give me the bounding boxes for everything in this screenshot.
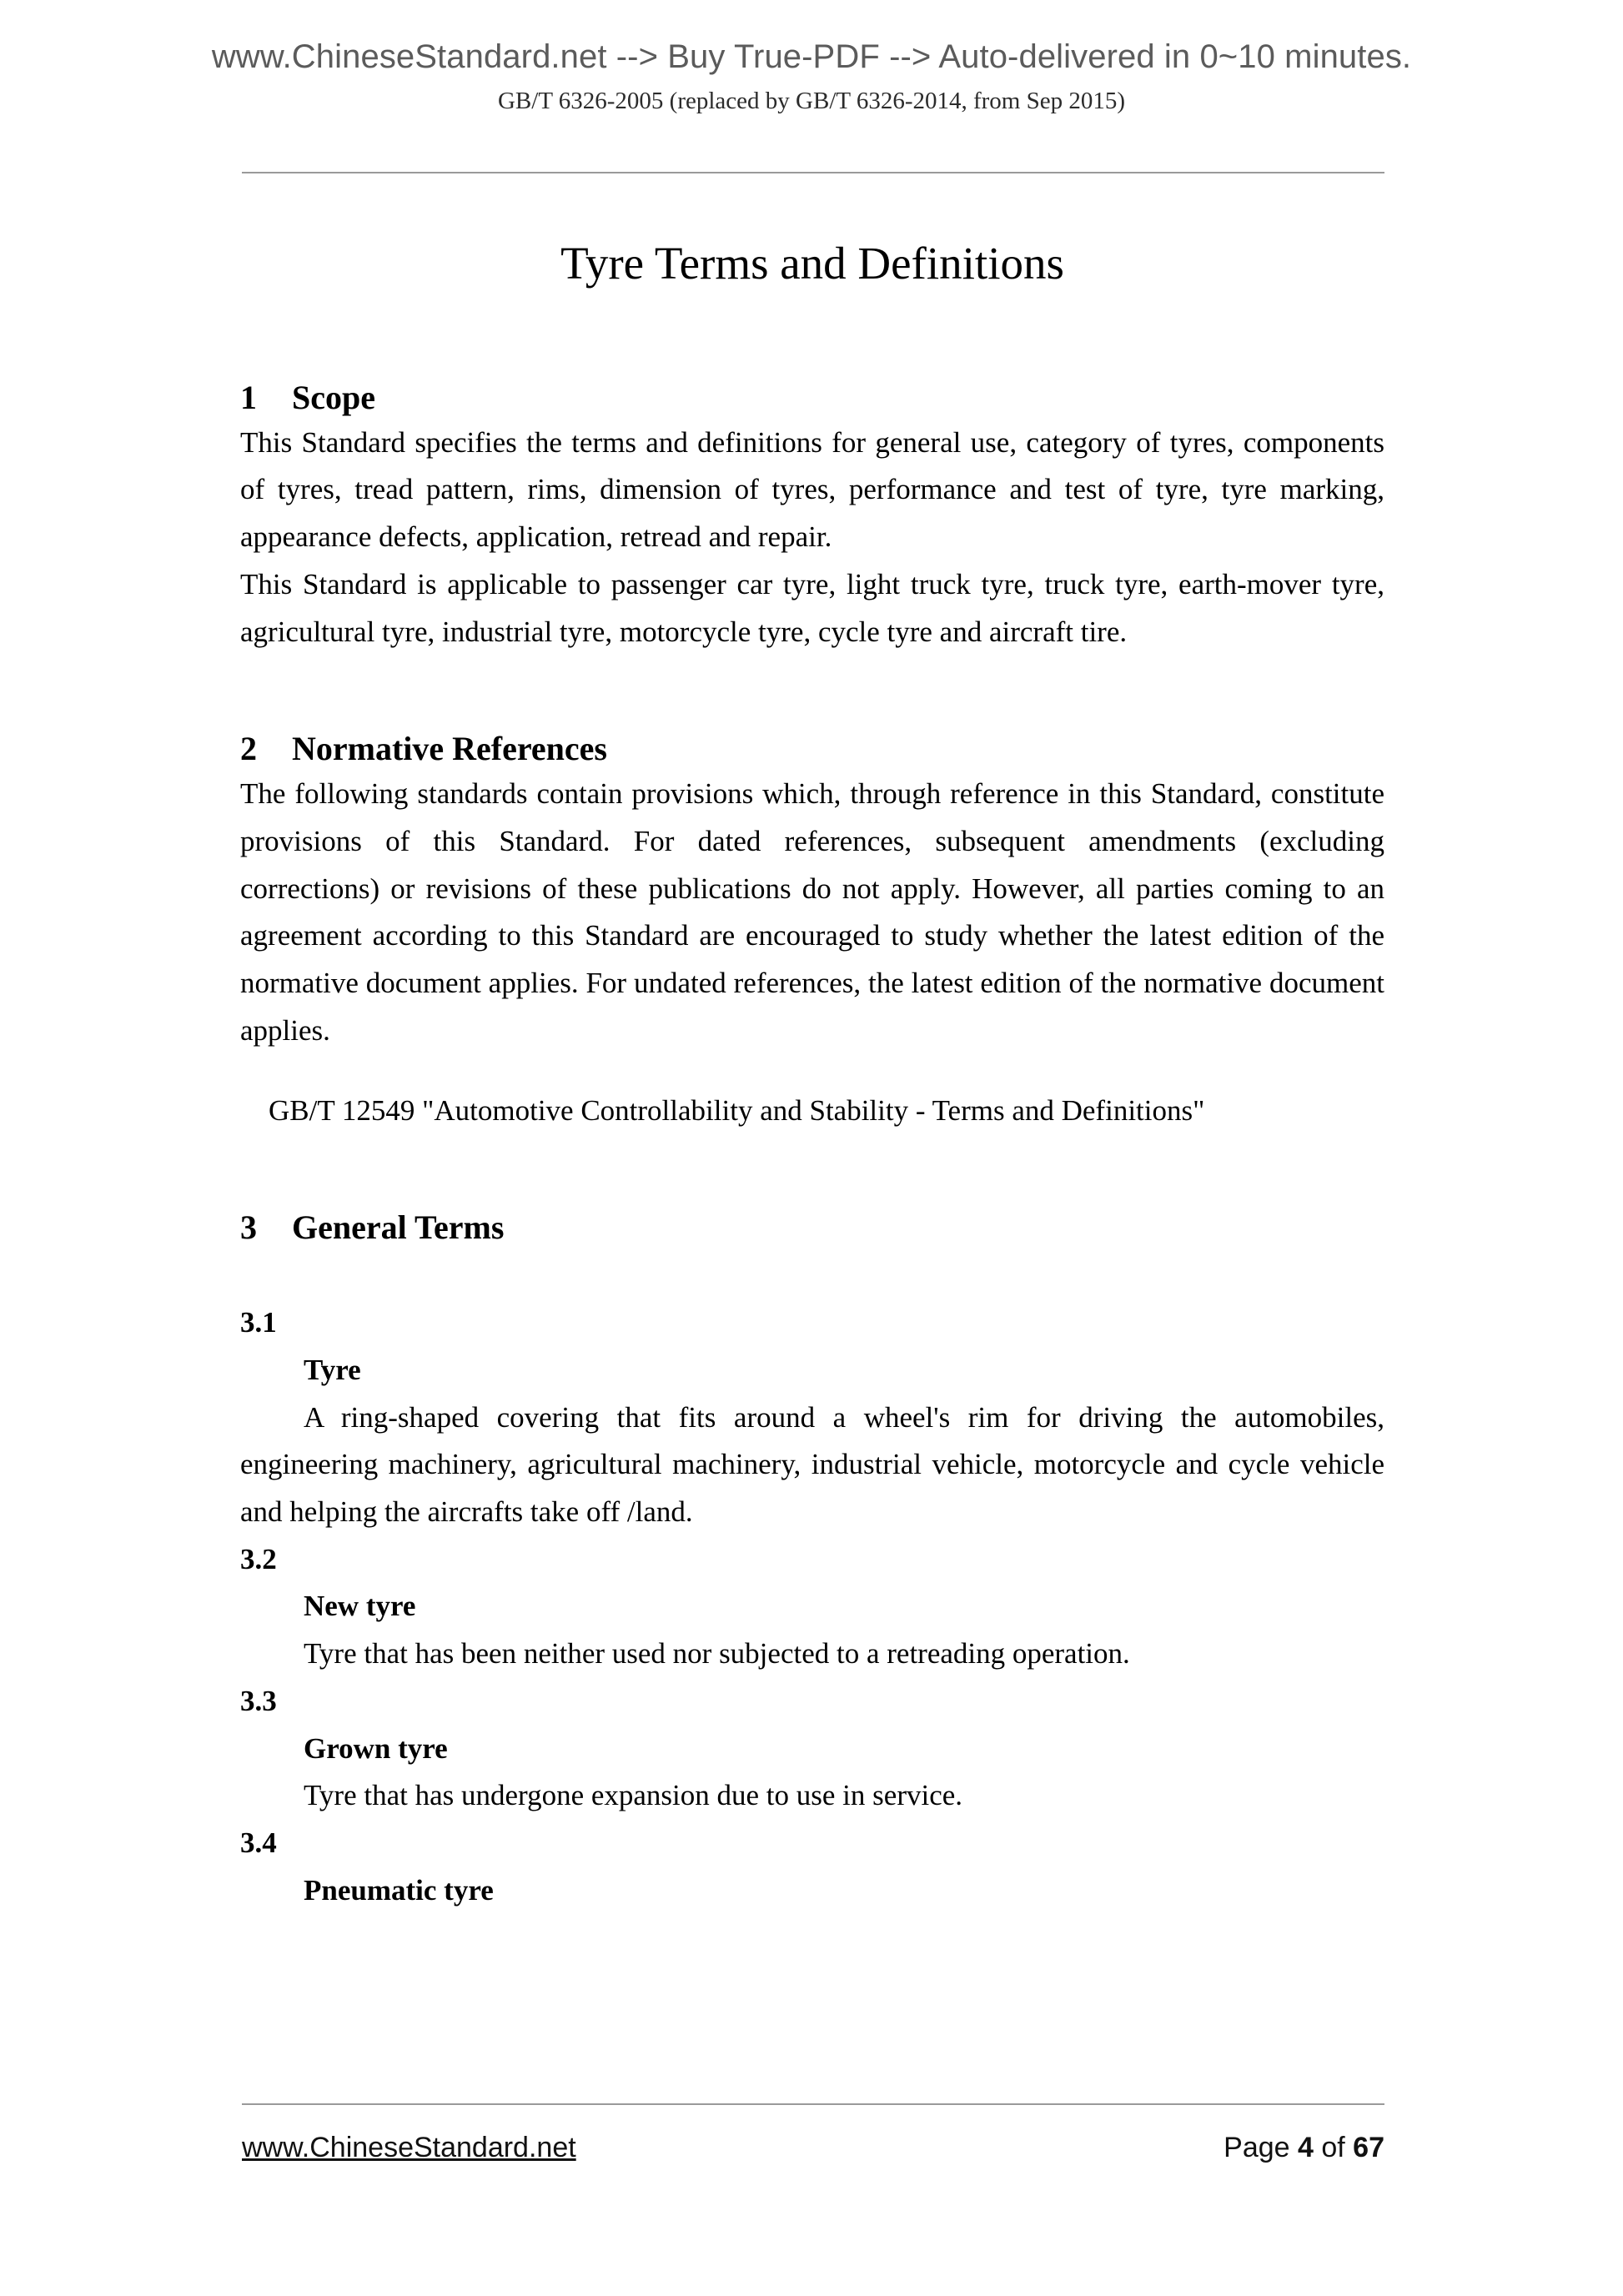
scope-paragraph-2: This Standard is applicable to passenger car tyre, light truck tyre, truck tyre, earth-mover tyre, agricultural tyre, industrial tyre, motorcycle tyre, cycle tyre and aircraft tire. <box>240 567 1384 648</box>
page-footer <box>242 2132 1384 2164</box>
scope-paragraph-1: This Standard specifies the terms and definitions for general use, category of tyres, components of tyres, tread pattern, rims, dimension of tyres, performance and test of tyre, tyre marking, appearance defects, application, retread and repair. <box>240 425 1384 554</box>
term-name: Tyre <box>304 1354 361 1386</box>
term-entry-list <box>240 1299 1384 1914</box>
page-number-prefix: Page <box>1224 2132 1298 2163</box>
term-name: New tyre <box>304 1590 416 1623</box>
section-title-2: Normative References <box>292 730 607 768</box>
term-entry <box>240 1536 1384 1678</box>
footer-divider <box>242 2103 1384 2105</box>
section-heading-scope <box>240 376 1384 420</box>
page-title: Tyre Terms and Definitions <box>560 238 1064 289</box>
standard-reference-line: GB/T 6326-2005 (replaced by GB/T 6326-2014, from Sep 2015) <box>497 88 1126 114</box>
term-definition: Tyre that has undergone expansion due to use in service. <box>304 1779 963 1812</box>
header-divider <box>242 172 1384 173</box>
term-number: 3.1 <box>240 1306 277 1339</box>
section-heading-normative-references <box>240 727 1384 771</box>
page-number-middle: of <box>1313 2132 1354 2163</box>
term-number: 3.3 <box>240 1684 277 1717</box>
normative-references-paragraph-1: The following standards contain provisions which, through reference in this Standard, constitute provisions of this Standard. For dated references, subsequent amendments (excluding corrections) or revisions of these publications do not apply. However, all parties coming to an agreement according to this Standard are encouraged to study whether the latest edition of the normative document applies. For undated references, the latest edition of the normative document applies. <box>240 777 1384 1047</box>
term-name: Pneumatic tyre <box>304 1873 494 1907</box>
section-number-3: 3 <box>240 1208 257 1247</box>
watermark-promo-text: www.ChineseStandard.net --> Buy True-PDF --> Auto-delivered in 0~10 minutes. <box>211 38 1412 75</box>
section-scope <box>240 376 1384 656</box>
term-number: 3.4 <box>240 1826 277 1859</box>
page-number-indicator <box>1224 2132 1384 2164</box>
term-entry <box>240 1820 1384 1914</box>
section-title-1: Scope <box>292 378 375 416</box>
term-entry <box>240 1299 1384 1535</box>
section-normative-references <box>240 727 1384 1134</box>
term-entry <box>240 1678 1384 1820</box>
term-number: 3.2 <box>240 1542 277 1575</box>
page-number-total: 67 <box>1353 2132 1384 2163</box>
section-heading-general-terms <box>240 1206 1384 1249</box>
page-header <box>0 0 1623 116</box>
term-definition: Tyre that has been neither used nor subjected to a retreading operation. <box>304 1637 1130 1671</box>
normative-reference-item-1: GB/T 12549 "Automotive Controllability and Stability - Terms and Definitions" <box>269 1094 1205 1128</box>
section-number-2: 2 <box>240 730 257 768</box>
section-number-1: 1 <box>240 378 257 416</box>
page-number-current: 4 <box>1298 2132 1314 2163</box>
term-definition: A ring-shaped covering that fits around a wheel's rim for driving the automobiles, engineering machinery, agricultural machinery, industrial vehicle, motorcycle and cycle vehicle and helping the aircrafts take off /land. <box>240 1400 1384 1529</box>
footer-site-link[interactable]: www.ChineseStandard.net <box>242 2132 576 2163</box>
term-name: Grown tyre <box>304 1731 448 1765</box>
section-general-terms <box>240 1206 1384 1914</box>
page-content <box>240 217 1384 1914</box>
section-title-3: General Terms <box>292 1208 505 1247</box>
